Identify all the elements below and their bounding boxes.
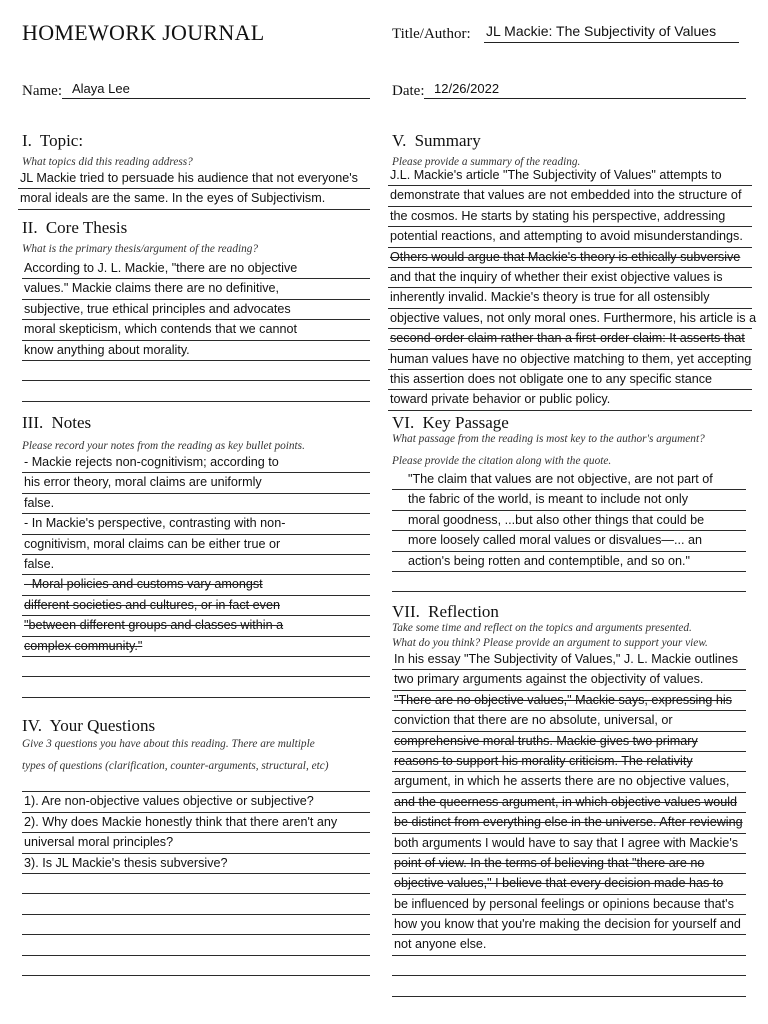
notes-line: false.: [22, 494, 370, 514]
key-passage-line: action's being rotten and contemptible, and so on.": [392, 552, 746, 572]
reflection-line: reasons to support his morality criticism. The relativity: [392, 752, 746, 772]
key-passage-prompt-line-2: Please provide the citation along with the quote.: [392, 455, 612, 467]
summary-line: objective values, not only moral ones. Furthermore, his article is a: [388, 309, 752, 329]
name-underline: [62, 98, 370, 99]
notes-line: - Mackie rejects non-cognitivism; according to: [22, 453, 370, 473]
topic-prompt: What topics did this reading address?: [22, 156, 193, 168]
key-passage-numeral: VI.: [392, 413, 415, 432]
summary-line: J.L. Mackie's article "The Subjectivity of Values" attempts to: [388, 166, 752, 186]
summary-line: demonstrate that values are not embedded into the structure of: [388, 186, 752, 206]
notes-line: false.: [22, 555, 370, 575]
reflection-line: be influenced by personal feelings or opinions because that's: [392, 895, 746, 915]
reflection-numeral: VII.: [392, 602, 420, 621]
notes-heading: [22, 413, 91, 433]
core-thesis-line: [22, 381, 370, 401]
core-thesis-prompt: What is the primary thesis/argument of the reading?: [22, 243, 259, 255]
summary-answer-area[interactable]: [388, 166, 757, 411]
core-thesis-line: subjective, true ethical principles and advocates: [22, 300, 370, 320]
core-thesis-heading: [22, 218, 127, 238]
key-passage-heading: [392, 413, 509, 433]
summary-line: inherently invalid. Mackie's theory is true for all ostensibly: [388, 288, 752, 308]
topic-line: moral ideals are the same. In the eyes of Subjectivism.: [18, 189, 370, 209]
summary-line: second-order claim rather than a first-order claim: It asserts that: [388, 329, 752, 349]
title-author-underline: [484, 42, 739, 43]
key-passage-line: moral goodness, ...but also other things that could be: [392, 511, 746, 531]
reflection-line: [392, 976, 746, 996]
questions-prompt-line-2: types of questions (clarification, counter-arguments, structural, etc): [22, 760, 329, 772]
core-thesis-answer-area[interactable]: [22, 259, 370, 402]
key-passage-prompt-line-1: What passage from the reading is most key to the author's argument?: [392, 433, 705, 445]
notes-line: his error theory, moral claims are uniformly: [22, 473, 370, 493]
notes-numeral: III.: [22, 413, 44, 432]
summary-line: potential reactions, and attempting to avoid misunderstandings.: [388, 227, 752, 247]
reflection-line: comprehensive moral truths. Mackie gives two primary: [392, 732, 746, 752]
key-passage-line: more loosely called moral values or disvalues—... an: [392, 531, 746, 551]
questions-line: 1). Are non-objective values objective or subjective?: [22, 792, 370, 812]
questions-title: Your Questions: [49, 716, 156, 735]
title-author-field[interactable]: JL Mackie: The Subjectivity of Values: [486, 23, 717, 39]
key-passage-line: the fabric of the world, is meant to include not only: [392, 490, 746, 510]
reflection-prompt-line-1: Take some time and reflect on the topics and arguments presented.: [392, 622, 692, 634]
questions-line: 2). Why does Mackie honestly think that there aren't any: [22, 813, 370, 833]
topic-numeral: I.: [22, 131, 32, 150]
questions-line: [22, 772, 370, 792]
questions-line: universal moral principles?: [22, 833, 370, 853]
notes-line: "between different groups and classes within a: [22, 616, 370, 636]
summary-line: Others would argue that Mackie's theory is ethically subversive: [388, 248, 752, 268]
reflection-line: In his essay "The Subjectivity of Values," J. L. Mackie outlines: [392, 650, 746, 670]
notes-line: [22, 657, 370, 677]
notes-title: Notes: [51, 413, 92, 432]
reflection-line: conviction that there are no absolute, universal, or: [392, 711, 746, 731]
core-thesis-line: [22, 361, 370, 381]
questions-answer-area[interactable]: [22, 772, 370, 976]
reflection-line: [392, 956, 746, 976]
summary-line: human values have no objective matching to them, yet accepting: [388, 350, 752, 370]
topic-title: Topic:: [39, 131, 84, 150]
notes-line: - Moral policies and customs vary amongst: [22, 575, 370, 595]
core-thesis-title: Core Thesis: [45, 218, 128, 237]
summary-line: toward private behavior or public policy.: [388, 390, 752, 410]
reflection-line: be distinct from everything else in the universe. After reviewing: [392, 813, 746, 833]
notes-line: [22, 677, 370, 697]
reflection-line: argument, in which he asserts there are no objective values,: [392, 772, 746, 792]
date-underline: [424, 98, 746, 99]
name-label: Name:: [22, 83, 62, 99]
key-passage-answer-area[interactable]: [392, 470, 746, 592]
summary-line: the cosmos. He starts by stating his perspective, addressing: [388, 207, 752, 227]
questions-heading: [22, 716, 155, 736]
summary-numeral: V.: [392, 131, 407, 150]
core-thesis-line: know anything about morality.: [22, 341, 370, 361]
key-passage-line: "The claim that values are not objective, are not part of: [392, 470, 746, 490]
reflection-answer-area[interactable]: [392, 650, 746, 997]
questions-prompt-line-1: Give 3 questions you have about this reading. There are multiple: [22, 738, 315, 750]
date-label: Date:: [392, 83, 425, 99]
summary-line: and that the inquiry of whether their exist objective values is: [388, 268, 752, 288]
summary-title: Summary: [414, 131, 481, 150]
summary-line: this assertion does not obligate one to any specific stance: [388, 370, 752, 390]
reflection-prompt-line-2: What do you think? Please provide an argument to support your view.: [392, 637, 708, 649]
notes-line: - In Mackie's perspective, contrasting with non-: [22, 514, 370, 534]
title-author-label: Title/Author:: [392, 26, 471, 42]
topic-heading: [22, 131, 83, 151]
core-thesis-line: moral skepticism, which contends that we cannot: [22, 320, 370, 340]
journal-title: HOMEWORK JOURNAL: [22, 20, 265, 45]
core-thesis-numeral: II.: [22, 218, 38, 237]
questions-line: [22, 894, 370, 914]
key-passage-line: [392, 572, 746, 592]
core-thesis-line: values." Mackie claims there are no definitive,: [22, 279, 370, 299]
notes-line: complex community.": [22, 637, 370, 657]
questions-numeral: IV.: [22, 716, 42, 735]
questions-line: 3). Is JL Mackie's thesis subversive?: [22, 854, 370, 874]
topic-answer-area[interactable]: [18, 169, 370, 210]
notes-line: cognitivism, moral claims can be either true or: [22, 535, 370, 555]
reflection-line: "There are no objective values," Mackie says, expressing his: [392, 691, 746, 711]
reflection-line: how you know that you're making the decision for yourself and: [392, 915, 746, 935]
date-field[interactable]: 12/26/2022: [434, 81, 500, 96]
questions-line: [22, 874, 370, 894]
reflection-heading: [392, 602, 499, 622]
questions-line: [22, 956, 370, 976]
name-field[interactable]: Alaya Lee: [72, 81, 130, 96]
topic-line: JL Mackie tried to persuade his audience that not everyone's: [18, 169, 370, 189]
notes-line: different societies and cultures, or in fact even: [22, 596, 370, 616]
reflection-line: not anyone else.: [392, 935, 746, 955]
reflection-line: both arguments I would have to say that I agree with Mackie's: [392, 834, 746, 854]
reflection-title: Reflection: [428, 602, 499, 621]
summary-prompt: Please provide a summary of the reading.: [392, 156, 581, 168]
reflection-line: two primary arguments against the objectivity of values.: [392, 670, 746, 690]
summary-heading: [392, 131, 481, 151]
notes-answer-area[interactable]: [22, 453, 370, 698]
notes-prompt: Please record your notes from the reading as key bullet points.: [22, 440, 305, 452]
questions-line: [22, 935, 370, 955]
core-thesis-line: According to J. L. Mackie, "there are no objective: [22, 259, 370, 279]
key-passage-title: Key Passage: [422, 413, 509, 432]
reflection-line: point of view. In the terms of believing that "there are no: [392, 854, 746, 874]
reflection-line: and the queerness argument, in which objective values would: [392, 793, 746, 813]
reflection-line: objective values," I believe that every decision made has to: [392, 874, 746, 894]
questions-line: [22, 915, 370, 935]
